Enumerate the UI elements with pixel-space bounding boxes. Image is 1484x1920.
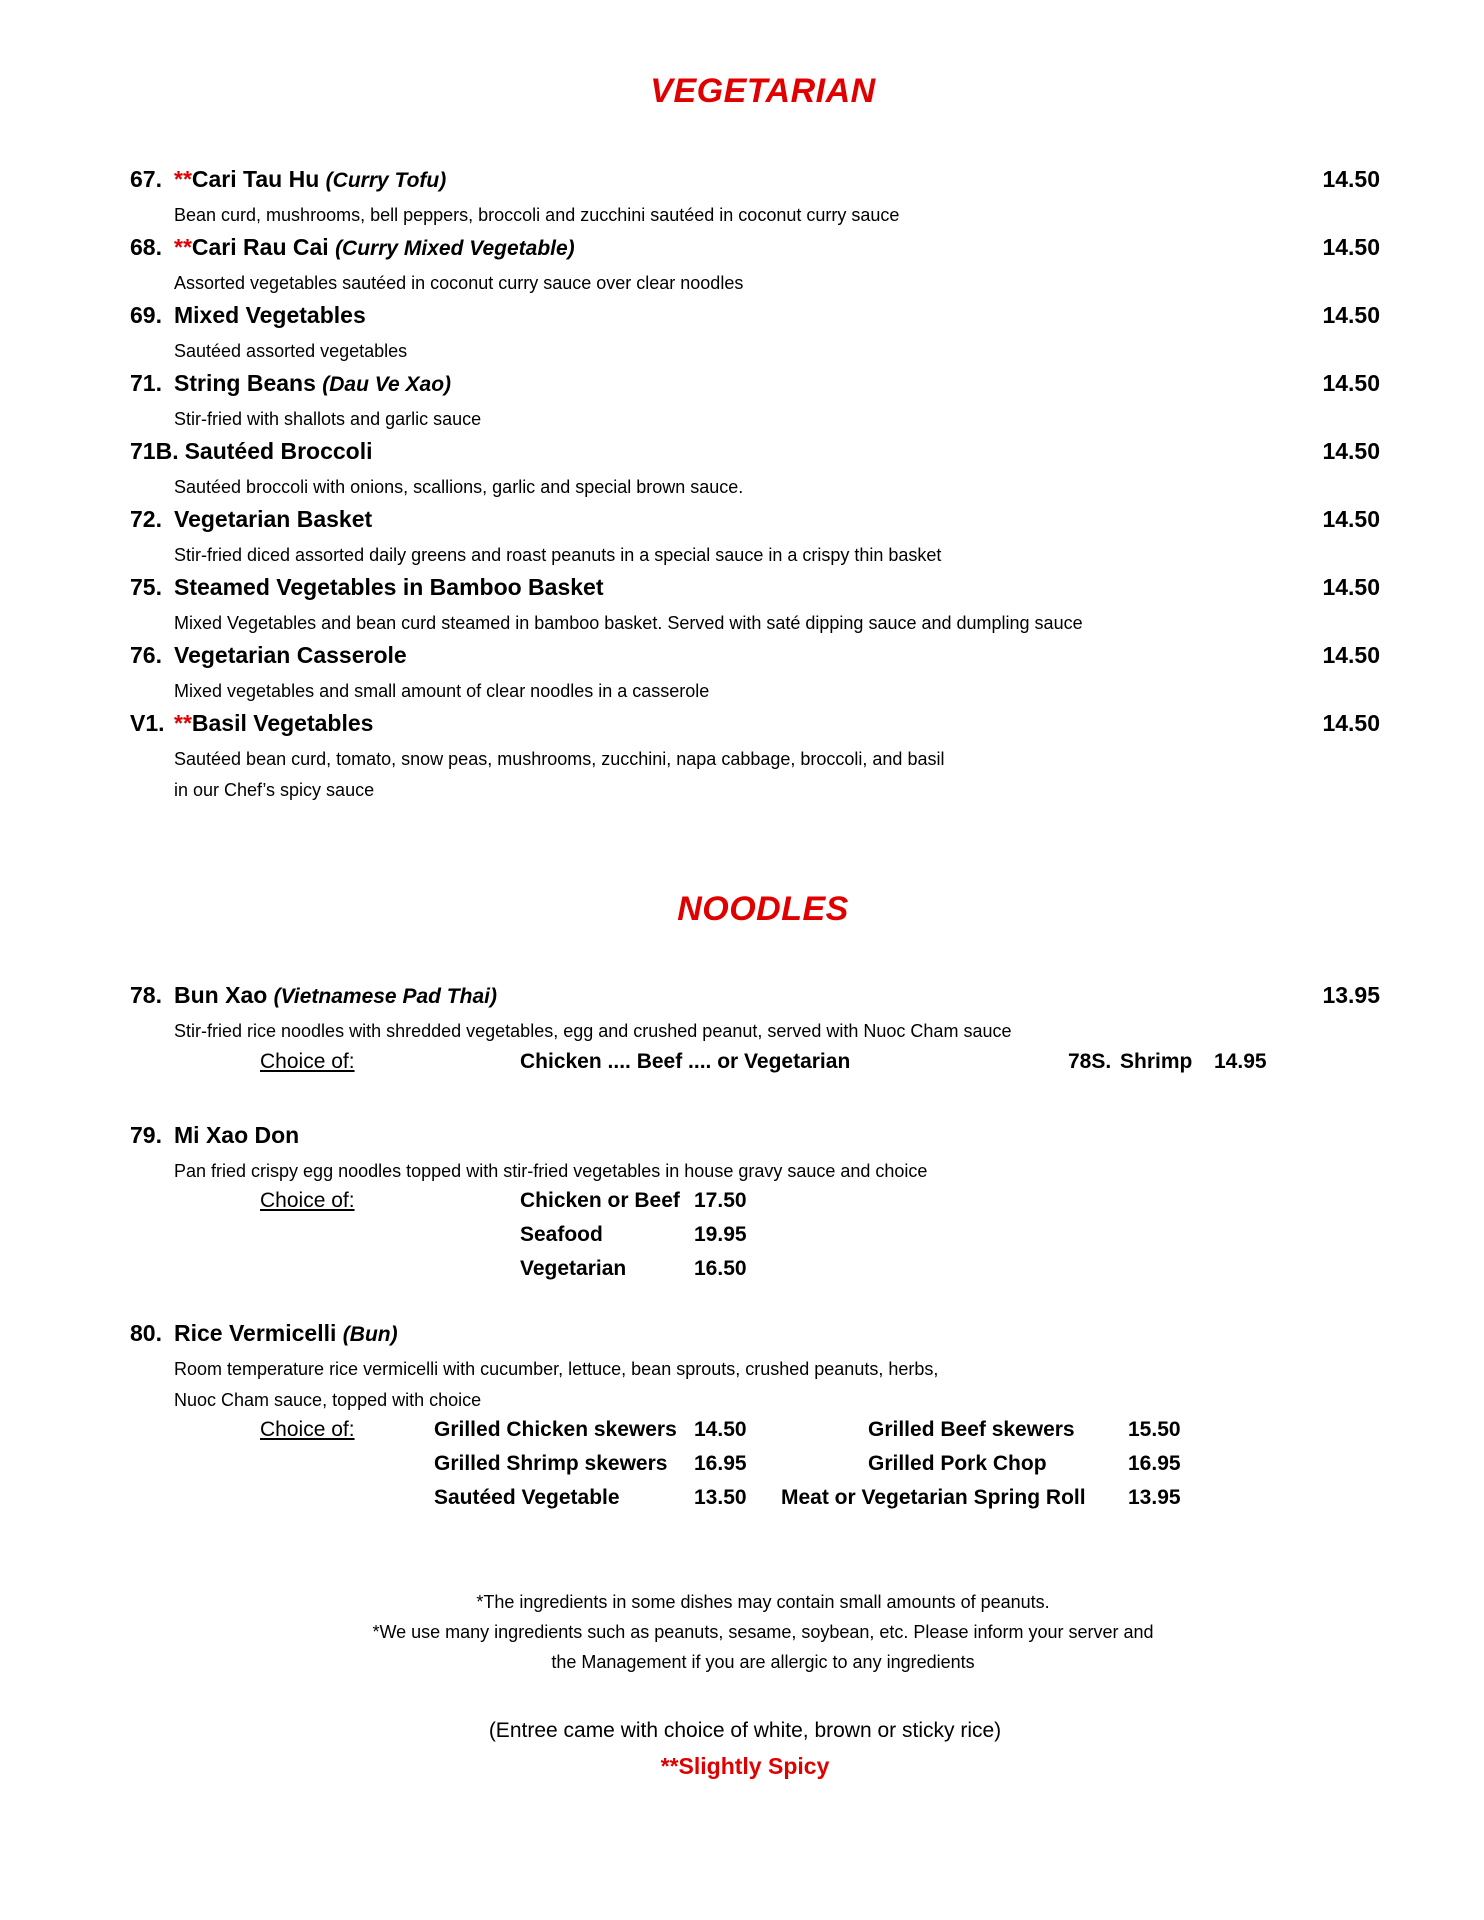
spicy-marker: ** [174, 166, 192, 192]
option-price: 14.50 [694, 1418, 747, 1441]
item-name: Sautéed Broccoli [184, 438, 373, 464]
item-number: 69. [130, 302, 162, 328]
item-price: 14.50 [1322, 438, 1380, 464]
mi-xao-don-choice-label: Choice of: [260, 1189, 355, 1212]
item-name: Mi Xao Don [174, 1122, 300, 1148]
item-number: V1. [130, 710, 165, 736]
item-description-line: Stir-fried with shallots and garlic sauce [174, 409, 482, 429]
allergy-notice-line: the Management if you are allergic to any ingredients [551, 1652, 975, 1672]
option-price: 17.50 [694, 1189, 747, 1212]
menu-item [130, 234, 1380, 299]
option-name: Grilled Beef skewers [868, 1418, 1075, 1441]
item-name: Mixed Vegetables [174, 302, 366, 328]
option-price: 19.95 [694, 1223, 747, 1246]
option-name: Meat or Vegetarian Spring Roll [781, 1486, 1086, 1509]
item-number: 80. [130, 1320, 162, 1346]
bun-xao-choice-label: Choice of: [260, 1050, 355, 1073]
noodles-section-title: NOODLES [677, 890, 849, 928]
item-number: 71B. [130, 438, 179, 464]
item-description-line: Mixed vegetables and small amount of clear noodles in a casserole [174, 681, 710, 701]
item-number: 75. [130, 574, 162, 600]
item-price: 14.50 [1322, 574, 1380, 600]
menu-item [130, 574, 1380, 639]
slightly-spicy-legend: **Slightly Spicy [660, 1753, 830, 1779]
item-name: Steamed Vegetables in Bamboo Basket [174, 574, 604, 600]
item-description-line: Stir-fried diced assorted daily greens and roast peanuts in a special sauce in a crispy thin basket [174, 545, 942, 565]
option-price: 16.95 [694, 1452, 747, 1475]
option-price: 16.95 [1128, 1452, 1181, 1475]
item-price: 14.50 [1322, 642, 1380, 668]
item-number: 76. [130, 642, 162, 668]
item-price: 13.95 [1322, 982, 1380, 1008]
item-alt-name: (Vietnamese Pad Thai) [273, 985, 497, 1008]
item-description-line: Room temperature rice vermicelli with cucumber, lettuce, bean sprouts, crushed peanuts, herbs, [174, 1359, 939, 1379]
option-price: 16.50 [694, 1257, 747, 1280]
shrimp-label: Shrimp [1120, 1050, 1193, 1073]
bun-xao-choices: Chicken .... Beef .... or Vegetarian [520, 1050, 851, 1073]
item-number: 71. [130, 370, 162, 396]
item-name: Rice Vermicelli [174, 1320, 337, 1346]
option-name: Chicken or Beef [520, 1189, 680, 1212]
item-name: Cari Rau Cai [191, 234, 329, 260]
item-price: 14.50 [1322, 302, 1380, 328]
item-number: 79. [130, 1122, 162, 1148]
menu-item [130, 506, 1380, 571]
vegetarian-section-title: VEGETARIAN [650, 72, 876, 110]
option-name: Vegetarian [520, 1257, 627, 1280]
item-description-line: Bean curd, mushrooms, bell peppers, broccoli and zucchini sautéed in coconut curry sauce [174, 205, 900, 225]
option-price: 13.50 [694, 1486, 747, 1509]
option-name: Grilled Chicken skewers [434, 1418, 677, 1441]
shrimp-price: 14.95 [1214, 1050, 1267, 1073]
option-name: Sautéed Vegetable [434, 1486, 620, 1509]
item-name: Basil Vegetables [191, 710, 374, 736]
item-number: 67. [130, 166, 162, 192]
shrimp-code: 78S. [1068, 1050, 1112, 1073]
item-description-line: Nuoc Cham sauce, topped with choice [174, 1390, 482, 1410]
item-description: Pan fried crispy egg noodles topped with stir-fried vegetables in house gravy sauce and choice [174, 1161, 928, 1181]
option-name: Seafood [520, 1223, 603, 1246]
item-description-line: Sautéed broccoli with onions, scallions, garlic and special brown sauce. [174, 477, 744, 497]
item-name: Vegetarian Basket [174, 506, 373, 532]
item-description-line: Sautéed assorted vegetables [174, 341, 408, 361]
allergy-notice-line: *We use many ingredients such as peanuts, sesame, soybean, etc. Please inform your server and [372, 1622, 1154, 1642]
peanut-notice: *The ingredients in some dishes may contain small amounts of peanuts. [476, 1592, 1050, 1612]
item-name: String Beans [174, 370, 316, 396]
item-number: 68. [130, 234, 162, 260]
rice-vermicelli-choice-label: Choice of: [260, 1418, 355, 1441]
option-price: 13.95 [1128, 1486, 1181, 1509]
menu-item [130, 370, 1380, 435]
item-price: 14.50 [1322, 166, 1380, 192]
item-name: Vegetarian Casserole [174, 642, 407, 668]
option-name: Grilled Shrimp skewers [434, 1452, 668, 1475]
item-alt-name: (Curry Tofu) [325, 169, 447, 192]
item-price: 14.50 [1322, 370, 1380, 396]
item-price: 14.50 [1322, 710, 1380, 736]
menu-item [130, 166, 1380, 231]
rice-choice-note: (Entree came with choice of white, brown or sticky rice) [488, 1719, 1002, 1742]
item-description-line: in our Chef’s spicy sauce [174, 780, 375, 800]
item-alt-name: (Dau Ve Xao) [322, 373, 452, 396]
menu-item [130, 438, 1380, 503]
option-price: 15.50 [1128, 1418, 1181, 1441]
item-description-line: Sautéed bean curd, tomato, snow peas, mushrooms, zucchini, napa cabbage, broccoli, and basil [174, 749, 945, 769]
item-number: 72. [130, 506, 162, 532]
menu-item [130, 642, 1380, 707]
menu-item-mi-xao-don [130, 1122, 1380, 1187]
menu-item-rice-vermicelli [130, 1320, 1380, 1416]
spicy-marker: ** [174, 234, 192, 260]
item-description-line: Mixed Vegetables and bean curd steamed in bamboo basket. Served with saté dipping sauce and dumpling sauce [174, 613, 1083, 633]
menu-item-bun-xao [130, 982, 1380, 1047]
item-name: Bun Xao [174, 982, 268, 1008]
item-alt-name: (Curry Mixed Vegetable) [335, 237, 575, 260]
menu-item [130, 302, 1380, 367]
option-name: Grilled Pork Chop [868, 1452, 1047, 1475]
item-alt-name: (Bun) [342, 1323, 398, 1346]
item-number: 78. [130, 982, 162, 1008]
item-description: Stir-fried rice noodles with shredded vegetables, egg and crushed peanut, served with Nuoc Cham sauce [174, 1021, 1012, 1041]
item-price: 14.50 [1322, 234, 1380, 260]
menu-item [130, 710, 1380, 806]
spicy-marker: ** [174, 710, 192, 736]
item-name: Cari Tau Hu [191, 166, 320, 192]
item-price: 14.50 [1322, 506, 1380, 532]
item-description-line: Assorted vegetables sautéed in coconut curry sauce over clear noodles [174, 273, 744, 293]
